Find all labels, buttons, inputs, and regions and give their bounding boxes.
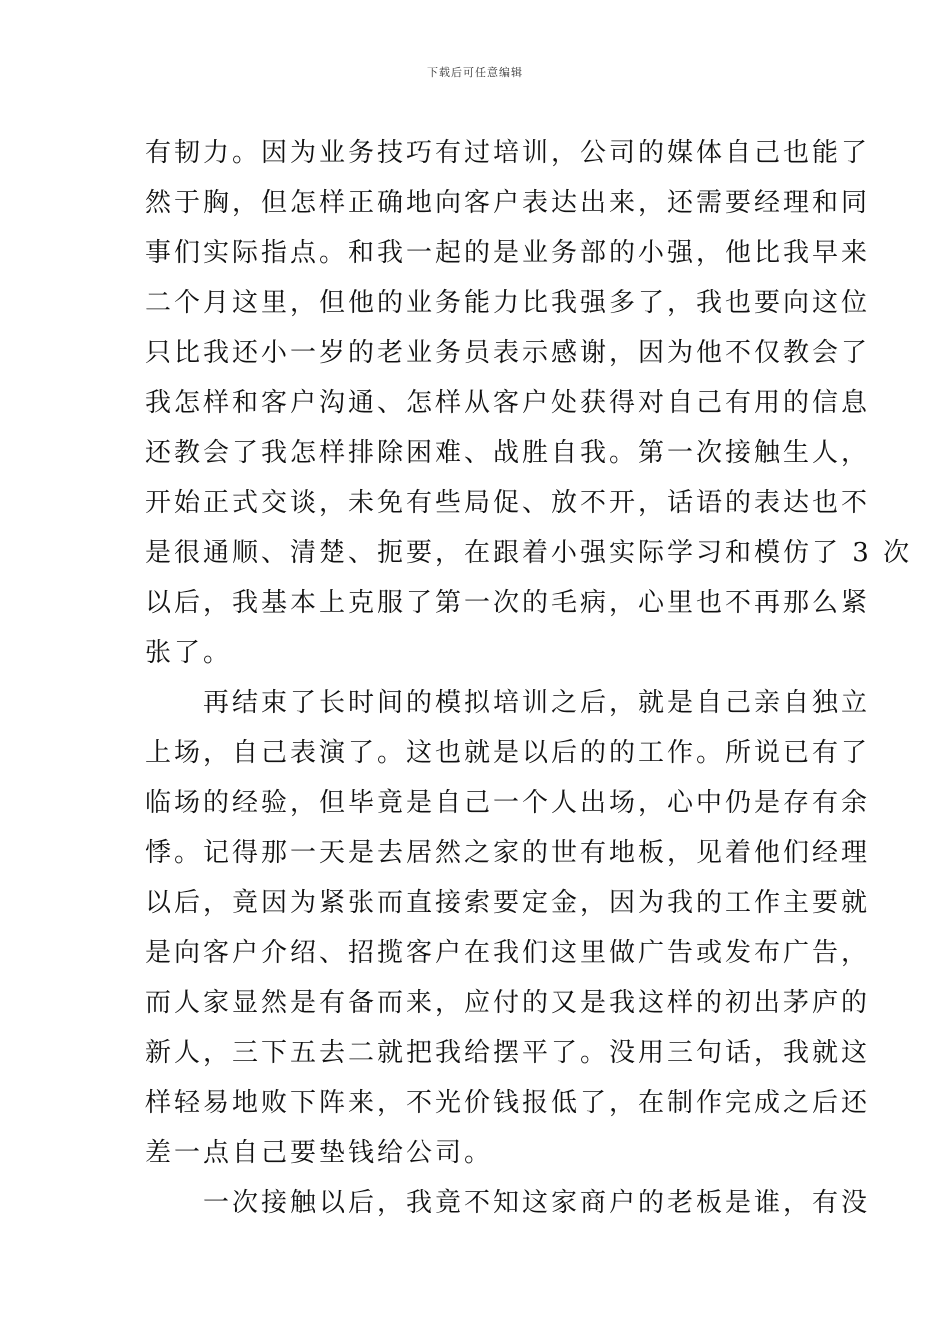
text-line: 有韧力。因为业务技巧有过培训，公司的媒体自己也能了 [145, 138, 871, 168]
text-line: 是很通顺、清楚、扼要，在跟着小强实际学习和模仿了 3 次 [145, 538, 913, 568]
text-line: 样轻易地败下阵来，不光价钱报低了，在制作完成之后还 [145, 1088, 871, 1118]
text-line: 新人，三下五去二就把我给摆平了。没用三句话，我就这 [145, 1038, 871, 1068]
text-line: 事们实际指点。和我一起的是业务部的小强，他比我早来 [145, 238, 871, 268]
text-line: 开始正式交谈，未免有些局促、放不开，话语的表达也不 [145, 488, 871, 518]
text-line: 还教会了我怎样排除困难、战胜自我。第一次接触生人， [145, 438, 871, 468]
text-line: 临场的经验，但毕竟是自己一个人出场，心中仍是存有余 [145, 788, 871, 818]
text-line: 张了。 [145, 638, 233, 668]
text-line: 上场，自己表演了。这也就是以后的的工作。所说已有了 [145, 738, 871, 768]
text-line: 以后，竟因为紧张而直接索要定金，因为我的工作主要就 [145, 888, 871, 918]
text-line: 我怎样和客户沟通、怎样从客户处获得对自己有用的信息 [145, 388, 871, 418]
text-line: 差一点自己要垫钱给公司。 [145, 1138, 494, 1168]
text-line: 然于胸，但怎样正确地向客户表达出来，还需要经理和同 [145, 188, 871, 218]
paragraph-2 [145, 678, 871, 1178]
paragraph-3 [145, 1178, 871, 1228]
page-header: 下载后可任意编辑 [427, 66, 523, 79]
text-line: 二个月这里，但他的业务能力比我强多了，我也要向这位 [145, 288, 871, 318]
text-line: 而人家显然是有备而来，应付的又是我这样的初出茅庐的 [145, 988, 871, 1018]
text-line: 以后，我基本上克服了第一次的毛病，心里也不再那么紧 [145, 588, 871, 618]
text-line: 一次接触以后，我竟不知这家商户的老板是谁，有没 [145, 1188, 871, 1218]
text-line: 只比我还小一岁的老业务员表示感谢，因为他不仅教会了 [145, 338, 871, 368]
document-body [145, 128, 913, 1228]
text-line: 悸。记得那一天是去居然之家的世有地板，见着他们经理 [145, 838, 871, 868]
text-line: 再结束了长时间的模拟培训之后，就是自己亲自独立 [145, 688, 871, 718]
text-line: 是向客户介绍、招揽客户在我们这里做广告或发布广告， [145, 938, 871, 968]
paragraph-1 [145, 128, 913, 678]
